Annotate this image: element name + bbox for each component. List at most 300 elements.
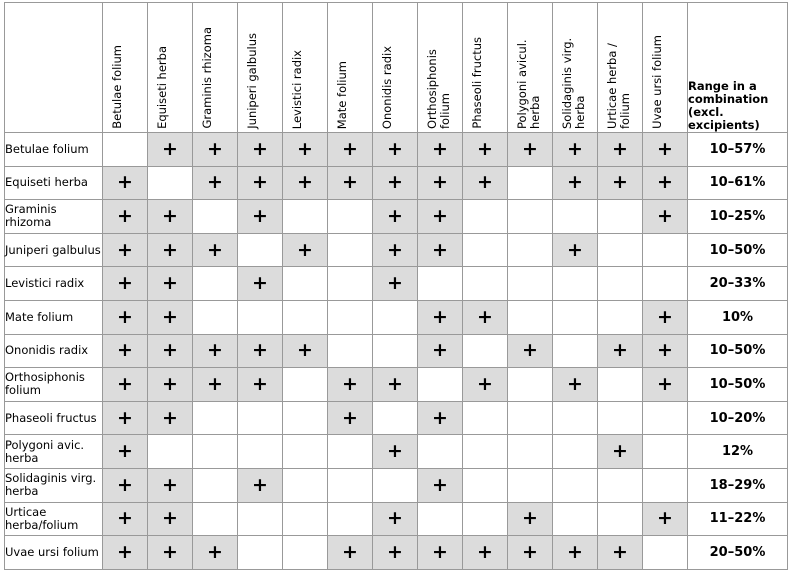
plus-mark: +: [252, 171, 268, 194]
combination-cell-marked: [328, 536, 373, 570]
plus-mark: +: [387, 272, 403, 295]
table-row: [5, 435, 788, 469]
combination-cell-marked: [103, 468, 148, 502]
combination-cell-marked: [463, 536, 508, 570]
combination-cell-empty: [283, 267, 328, 301]
combination-cell-empty: [418, 267, 463, 301]
row-header: Ononidis radix: [5, 334, 103, 368]
plus-mark: +: [207, 339, 223, 362]
row-header: Graminis rhizoma: [5, 200, 103, 234]
column-header-label: Polygoni avicul. herba: [515, 39, 542, 129]
combination-cell-marked: [238, 368, 283, 402]
column-header-label: Ononidis radix: [380, 45, 394, 129]
combination-cell-marked: [328, 401, 373, 435]
plus-mark: +: [657, 507, 673, 530]
combination-cell-empty: [598, 368, 643, 402]
row-header: Juniperi galbulus: [5, 233, 103, 267]
plus-mark: +: [657, 305, 673, 328]
combination-cell-marked: [643, 368, 688, 402]
plus-mark: +: [477, 305, 493, 328]
plus-mark: +: [567, 372, 583, 395]
plus-mark: +: [387, 137, 403, 160]
combination-cell-marked: [148, 468, 193, 502]
combination-cell-marked: [103, 368, 148, 402]
combination-cell-marked: [193, 334, 238, 368]
plus-mark: +: [387, 372, 403, 395]
plus-mark: +: [567, 171, 583, 194]
combination-cell-marked: [148, 133, 193, 167]
plus-mark: +: [387, 507, 403, 530]
plus-mark: +: [477, 540, 493, 563]
combination-cell-marked: [643, 133, 688, 167]
plus-mark: +: [342, 406, 358, 429]
combination-cell-marked: [553, 536, 598, 570]
plus-mark: +: [342, 540, 358, 563]
combination-cell-empty: [238, 300, 283, 334]
table-row: [5, 200, 788, 234]
combination-cell-marked: [463, 300, 508, 334]
column-header: [103, 3, 148, 133]
combination-cell-empty: [328, 468, 373, 502]
plus-mark: +: [207, 171, 223, 194]
combination-cell-empty: [373, 334, 418, 368]
range-column-header: Range in a combination (excl. excipients): [688, 3, 788, 133]
table-row: [5, 233, 788, 267]
table-row: [5, 267, 788, 301]
combination-cell-marked: [598, 334, 643, 368]
combination-cell-marked: [238, 267, 283, 301]
combination-cell-marked: [463, 166, 508, 200]
plus-mark: +: [207, 372, 223, 395]
combination-cell-marked: [148, 401, 193, 435]
plus-mark: +: [432, 204, 448, 227]
plus-mark: +: [117, 204, 133, 227]
combination-cell-marked: [148, 200, 193, 234]
column-header: [193, 3, 238, 133]
combination-cell-empty: [373, 468, 418, 502]
combination-cell-marked: [553, 166, 598, 200]
combination-cell-marked: [418, 401, 463, 435]
combination-cell-marked: [238, 468, 283, 502]
plus-mark: +: [117, 339, 133, 362]
combination-cell-empty: [598, 300, 643, 334]
combination-cell-marked: [148, 334, 193, 368]
combination-cell-empty: [148, 435, 193, 469]
column-header-label: Phaseoli fructus: [470, 37, 484, 129]
combination-cell-empty: [373, 401, 418, 435]
combination-cell-marked: [463, 133, 508, 167]
plus-mark: +: [342, 171, 358, 194]
plus-mark: +: [162, 305, 178, 328]
combination-cell-empty: [283, 536, 328, 570]
combination-cell-marked: [598, 435, 643, 469]
range-value: 10–25%: [688, 200, 788, 234]
plus-mark: +: [657, 339, 673, 362]
combination-cell-marked: [328, 166, 373, 200]
combination-cell-empty: [193, 200, 238, 234]
combination-cell-empty: [463, 200, 508, 234]
combination-cell-marked: [148, 233, 193, 267]
plus-mark: +: [387, 440, 403, 463]
column-header: [328, 3, 373, 133]
combination-cell-empty: [193, 502, 238, 536]
combination-cell-marked: [103, 200, 148, 234]
combination-cell-empty: [643, 468, 688, 502]
table-row: [5, 300, 788, 334]
combination-cell-marked: [418, 300, 463, 334]
plus-mark: +: [567, 238, 583, 261]
combination-cell-marked: [418, 334, 463, 368]
combination-cell-empty: [193, 435, 238, 469]
column-header-label: Juniperi galbulus: [245, 33, 259, 129]
combination-cell-marked: [193, 166, 238, 200]
corner-cell: [5, 3, 103, 133]
plus-mark: +: [117, 406, 133, 429]
plus-mark: +: [612, 440, 628, 463]
combination-cell-empty: [598, 200, 643, 234]
column-header: [148, 3, 193, 133]
combination-cell-marked: [508, 334, 553, 368]
column-header-label: Uvae ursi folium: [650, 35, 664, 129]
combination-cell-empty: [508, 300, 553, 334]
column-header-label: Levistici radix: [290, 49, 304, 129]
table-row: [5, 334, 788, 368]
combination-cell-marked: [148, 502, 193, 536]
combination-cell-marked: [553, 133, 598, 167]
plus-mark: +: [477, 137, 493, 160]
combination-cell-marked: [238, 200, 283, 234]
row-header: Solidaginis virg. herba: [5, 468, 103, 502]
combination-cell-empty: [463, 267, 508, 301]
column-header: [283, 3, 328, 133]
combination-cell-marked: [418, 200, 463, 234]
combination-cell-marked: [103, 334, 148, 368]
combination-cell-marked: [418, 133, 463, 167]
plus-mark: +: [162, 204, 178, 227]
plus-mark: +: [207, 137, 223, 160]
combination-cell-empty: [193, 468, 238, 502]
combination-cell-marked: [598, 166, 643, 200]
combination-cell-marked: [103, 401, 148, 435]
combination-cell-empty: [553, 435, 598, 469]
row-header: Mate folium: [5, 300, 103, 334]
combination-cell-marked: [238, 133, 283, 167]
plus-mark: +: [342, 372, 358, 395]
combination-cell-empty: [328, 300, 373, 334]
combination-cell-empty: [283, 435, 328, 469]
plus-mark: +: [432, 171, 448, 194]
plus-mark: +: [117, 171, 133, 194]
combination-cell-marked: [193, 233, 238, 267]
combination-cell-empty: [508, 468, 553, 502]
combination-cell-empty: [193, 267, 238, 301]
combination-cell-empty: [553, 300, 598, 334]
column-header-label: Mate folium: [335, 60, 349, 129]
combination-cell-marked: [103, 233, 148, 267]
row-header: Levistici radix: [5, 267, 103, 301]
plus-mark: +: [207, 540, 223, 563]
plus-mark: +: [297, 238, 313, 261]
combination-cell-marked: [373, 233, 418, 267]
plus-mark: +: [432, 137, 448, 160]
plus-mark: +: [387, 238, 403, 261]
combination-cell-empty: [418, 368, 463, 402]
combination-cell-marked: [283, 133, 328, 167]
column-header-label: Betulae folium: [110, 45, 124, 129]
combination-cell-empty: [283, 401, 328, 435]
column-header: [463, 3, 508, 133]
combination-cell-empty: [373, 300, 418, 334]
combination-cell-empty: [598, 502, 643, 536]
column-header-label: Graminis rhizoma: [200, 27, 214, 129]
plus-mark: +: [252, 473, 268, 496]
plus-mark: +: [522, 507, 538, 530]
column-header: [238, 3, 283, 133]
column-header: [643, 3, 688, 133]
range-value: 18–29%: [688, 468, 788, 502]
plus-mark: +: [117, 507, 133, 530]
row-header: Phaseoli fructus: [5, 401, 103, 435]
combination-cell-empty: [238, 401, 283, 435]
plus-mark: +: [612, 137, 628, 160]
plus-mark: +: [297, 137, 313, 160]
combination-cell-marked: [193, 368, 238, 402]
combination-cell-empty: [283, 368, 328, 402]
combination-cell-empty: [148, 166, 193, 200]
combination-cell-empty: [418, 435, 463, 469]
combination-cell-empty: [283, 200, 328, 234]
combination-cell-empty: [598, 233, 643, 267]
combination-cell-marked: [283, 166, 328, 200]
row-header: Orthosiphonis folium: [5, 368, 103, 402]
herbal-combination-table: [4, 2, 788, 570]
range-value: 10–50%: [688, 233, 788, 267]
row-header: Equiseti herba: [5, 166, 103, 200]
combination-cell-marked: [373, 536, 418, 570]
combination-cell-empty: [508, 200, 553, 234]
combination-cell-marked: [103, 166, 148, 200]
combination-cell-empty: [598, 401, 643, 435]
combination-cell-empty: [238, 502, 283, 536]
plus-mark: +: [252, 339, 268, 362]
range-value: 10–61%: [688, 166, 788, 200]
plus-mark: +: [657, 171, 673, 194]
table-row: [5, 468, 788, 502]
combination-cell-empty: [238, 233, 283, 267]
plus-mark: +: [117, 238, 133, 261]
combination-cell-empty: [553, 334, 598, 368]
plus-mark: +: [657, 137, 673, 160]
combination-cell-empty: [103, 133, 148, 167]
combination-cell-marked: [598, 133, 643, 167]
plus-mark: +: [567, 540, 583, 563]
combination-cell-empty: [283, 502, 328, 536]
combination-cell-empty: [418, 502, 463, 536]
combination-cell-marked: [103, 435, 148, 469]
combination-cell-marked: [418, 536, 463, 570]
combination-cell-marked: [373, 435, 418, 469]
combination-cell-empty: [193, 401, 238, 435]
combination-cell-empty: [643, 536, 688, 570]
table-row: [5, 166, 788, 200]
combination-cell-empty: [463, 233, 508, 267]
row-header: Urticae herba/folium: [5, 502, 103, 536]
plus-mark: +: [117, 540, 133, 563]
combination-cell-marked: [418, 166, 463, 200]
plus-mark: +: [612, 339, 628, 362]
range-value: 10–20%: [688, 401, 788, 435]
combination-cell-empty: [553, 502, 598, 536]
combination-cell-empty: [643, 233, 688, 267]
plus-mark: +: [252, 137, 268, 160]
table-row: [5, 368, 788, 402]
plus-mark: +: [117, 305, 133, 328]
combination-cell-empty: [328, 200, 373, 234]
plus-mark: +: [207, 238, 223, 261]
combination-cell-empty: [553, 401, 598, 435]
combination-cell-marked: [283, 233, 328, 267]
header-row: [5, 3, 788, 133]
combination-cell-marked: [463, 368, 508, 402]
plus-mark: +: [162, 540, 178, 563]
combination-cell-empty: [328, 233, 373, 267]
plus-mark: +: [432, 238, 448, 261]
combination-cell-empty: [328, 435, 373, 469]
range-value: 12%: [688, 435, 788, 469]
combination-cell-marked: [148, 536, 193, 570]
combination-cell-marked: [238, 334, 283, 368]
plus-mark: +: [432, 305, 448, 328]
plus-mark: +: [117, 272, 133, 295]
combination-cell-empty: [508, 401, 553, 435]
combination-cell-empty: [328, 334, 373, 368]
combination-cell-marked: [148, 300, 193, 334]
combination-cell-empty: [508, 267, 553, 301]
combination-cell-marked: [328, 133, 373, 167]
plus-mark: +: [117, 473, 133, 496]
combination-cell-empty: [193, 300, 238, 334]
combination-cell-marked: [103, 300, 148, 334]
plus-mark: +: [297, 171, 313, 194]
combination-cell-marked: [193, 536, 238, 570]
combination-cell-empty: [508, 435, 553, 469]
combination-cell-empty: [463, 435, 508, 469]
combination-cell-marked: [238, 166, 283, 200]
combination-cell-empty: [463, 502, 508, 536]
plus-mark: +: [162, 473, 178, 496]
combination-cell-marked: [373, 368, 418, 402]
combination-cell-empty: [508, 233, 553, 267]
plus-mark: +: [657, 372, 673, 395]
combination-cell-empty: [598, 468, 643, 502]
plus-mark: +: [612, 171, 628, 194]
plus-mark: +: [252, 372, 268, 395]
combination-cell-empty: [508, 166, 553, 200]
combination-cell-marked: [328, 368, 373, 402]
column-header: [373, 3, 418, 133]
combination-cell-marked: [373, 267, 418, 301]
plus-mark: +: [252, 272, 268, 295]
column-header: [418, 3, 463, 133]
range-value: 10–50%: [688, 334, 788, 368]
plus-mark: +: [342, 137, 358, 160]
combination-cell-empty: [643, 401, 688, 435]
combination-cell-empty: [463, 401, 508, 435]
plus-mark: +: [657, 204, 673, 227]
combination-cell-marked: [553, 368, 598, 402]
combination-cell-empty: [598, 267, 643, 301]
combination-cell-marked: [373, 166, 418, 200]
combination-cell-empty: [553, 267, 598, 301]
combination-cell-empty: [283, 468, 328, 502]
range-value: 10–50%: [688, 368, 788, 402]
combination-cell-empty: [238, 536, 283, 570]
table-row: [5, 502, 788, 536]
combination-cell-empty: [328, 267, 373, 301]
combination-cell-empty: [283, 300, 328, 334]
plus-mark: +: [612, 540, 628, 563]
combination-cell-empty: [463, 334, 508, 368]
combination-cell-marked: [373, 200, 418, 234]
combination-cell-empty: [508, 368, 553, 402]
combination-cell-marked: [103, 502, 148, 536]
combination-cell-marked: [643, 334, 688, 368]
plus-mark: +: [162, 339, 178, 362]
combination-cell-marked: [283, 334, 328, 368]
range-value: 10%: [688, 300, 788, 334]
table-row: [5, 133, 788, 167]
table-row: [5, 536, 788, 570]
plus-mark: +: [432, 473, 448, 496]
column-header: [508, 3, 553, 133]
combination-cell-marked: [418, 233, 463, 267]
column-header-label: Solidaginis virg. herba: [560, 37, 587, 129]
plus-mark: +: [522, 339, 538, 362]
combination-cell-empty: [553, 468, 598, 502]
combination-cell-marked: [643, 200, 688, 234]
range-value: 20–50%: [688, 536, 788, 570]
combination-cell-marked: [193, 133, 238, 167]
combination-cell-marked: [508, 133, 553, 167]
combination-cell-marked: [148, 267, 193, 301]
combination-cell-marked: [508, 502, 553, 536]
plus-mark: +: [117, 372, 133, 395]
combination-cell-marked: [553, 233, 598, 267]
row-header: Uvae ursi folium: [5, 536, 103, 570]
combination-cell-empty: [643, 267, 688, 301]
range-value: 11–22%: [688, 502, 788, 536]
plus-mark: +: [522, 137, 538, 160]
combination-cell-marked: [373, 502, 418, 536]
plus-mark: +: [567, 137, 583, 160]
combination-cell-marked: [508, 536, 553, 570]
combination-cell-marked: [418, 468, 463, 502]
plus-mark: +: [432, 339, 448, 362]
combination-cell-empty: [328, 502, 373, 536]
combination-cell-marked: [373, 133, 418, 167]
column-header-label: Urticae herba / folium: [605, 43, 632, 129]
plus-mark: +: [297, 339, 313, 362]
combination-cell-empty: [463, 468, 508, 502]
plus-mark: +: [387, 540, 403, 563]
row-header: Betulae folium: [5, 133, 103, 167]
combination-cell-empty: [238, 435, 283, 469]
range-value: 20–33%: [688, 267, 788, 301]
plus-mark: +: [477, 171, 493, 194]
table-row: [5, 401, 788, 435]
plus-mark: +: [162, 406, 178, 429]
column-header-label: Orthosiphonis folium: [425, 49, 452, 129]
